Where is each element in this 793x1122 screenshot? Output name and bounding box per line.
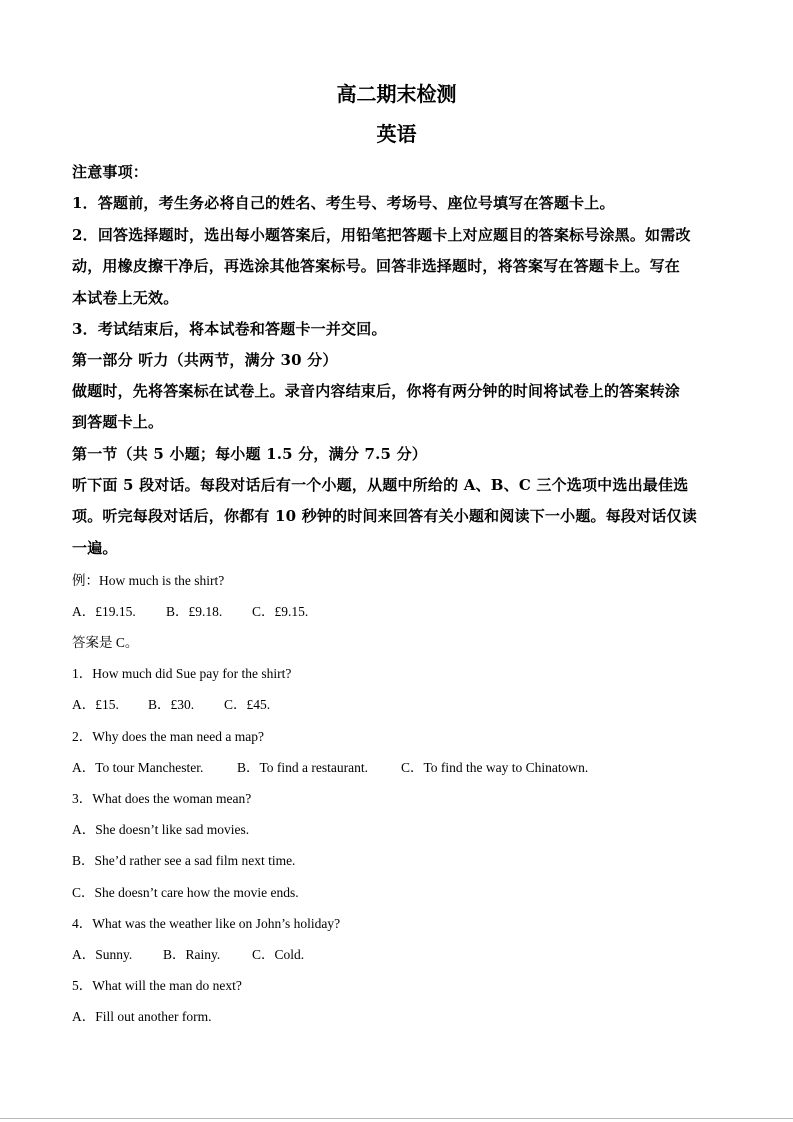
example-option-a: A．£19.15. — [72, 604, 136, 619]
question-1-option-c: C．£45. — [224, 697, 271, 712]
question-1-option-a: A．£15. — [72, 697, 119, 712]
question-3: 3．What does the woman mean? — [72, 791, 252, 806]
question-1: 1．How much did Sue pay for the shirt? — [72, 666, 292, 681]
question-2-option-b: B．To find a restaurant. — [237, 760, 369, 775]
section1-instruction-line-2: 项。听完每段对话后，你都有 10 秒钟的时间来回答有关小题和阅读下一小题。每段对话仅读 — [72, 507, 697, 525]
example-option-b: B．£9.18. — [166, 604, 223, 619]
notice-heading: 注意事项： — [72, 163, 149, 181]
part1-instruction-line-2: 到答题卡上。 — [72, 413, 164, 431]
question-4-option-b: B．Rainy. — [163, 947, 221, 962]
notice-item-1: 1．答题前，考生务必将自己的姓名、考生号、考场号、座位号填写在答题卡上。 — [72, 194, 615, 212]
notice-item-3: 3．考试结束后，将本试卷和答题卡一并交回。 — [72, 320, 387, 338]
part1-instruction-line-1: 做题时，先将答案标在试卷上。录音内容结束后，你将有两分钟的时间将试卷上的答案转涂 — [72, 382, 681, 400]
part1-heading: 第一部分 听力（共两节，满分 30 分） — [72, 351, 338, 369]
example-option-c: C．£9.15. — [252, 604, 309, 619]
question-4: 4．What was the weather like on John’s holiday? — [72, 916, 341, 931]
example-question: 例：How much is the shirt? — [72, 573, 225, 588]
question-5-option-a: A．Fill out another form. — [72, 1009, 212, 1024]
question-2-option-a: A．To tour Manchester. — [72, 760, 204, 775]
notice-item-2-line-3: 本试卷上无效。 — [72, 289, 179, 307]
question-4-option-c: C．Cold. — [252, 947, 305, 962]
notice-item-2-line-2: 动，用橡皮擦干净后，再选涂其他答案标号。回答非选择题时，将答案写在答题卡上。写在 — [72, 257, 681, 275]
subject-title: 英语 — [376, 122, 417, 146]
notice-item-2-line-1: 2．回答选择题时，选出每小题答案后，用铅笔把答题卡上对应题目的答案标号涂黑。如需改 — [72, 226, 691, 244]
page-title: 高二期末检测 — [336, 82, 457, 106]
page-bottom-divider — [0, 1118, 793, 1119]
example-answer: 答案是 C。 — [72, 635, 139, 650]
section1-instruction-line-1: 听下面 5 段对话。每段对话后有一个小题，从题中所给的 A、B、C 三个选项中选出最佳选 — [72, 476, 689, 494]
section1-heading: 第一节（共 5 小题；每小题 1.5 分，满分 7.5 分） — [72, 445, 427, 463]
question-3-option-a: A．She doesn’t like sad movies. — [72, 822, 250, 837]
question-1-option-b: B．£30. — [148, 697, 195, 712]
question-2: 2．Why does the man need a map? — [72, 729, 264, 744]
section1-instruction-line-3: 一遍。 — [72, 539, 118, 557]
question-2-option-c: C．To find the way to Chinatown. — [401, 760, 589, 775]
question-3-option-c: C．She doesn’t care how the movie ends. — [72, 885, 299, 900]
question-4-option-a: A．Sunny. — [72, 947, 133, 962]
question-5: 5．What will the man do next? — [72, 978, 242, 993]
question-3-option-b: B．She’d rather see a sad film next time. — [72, 853, 296, 868]
